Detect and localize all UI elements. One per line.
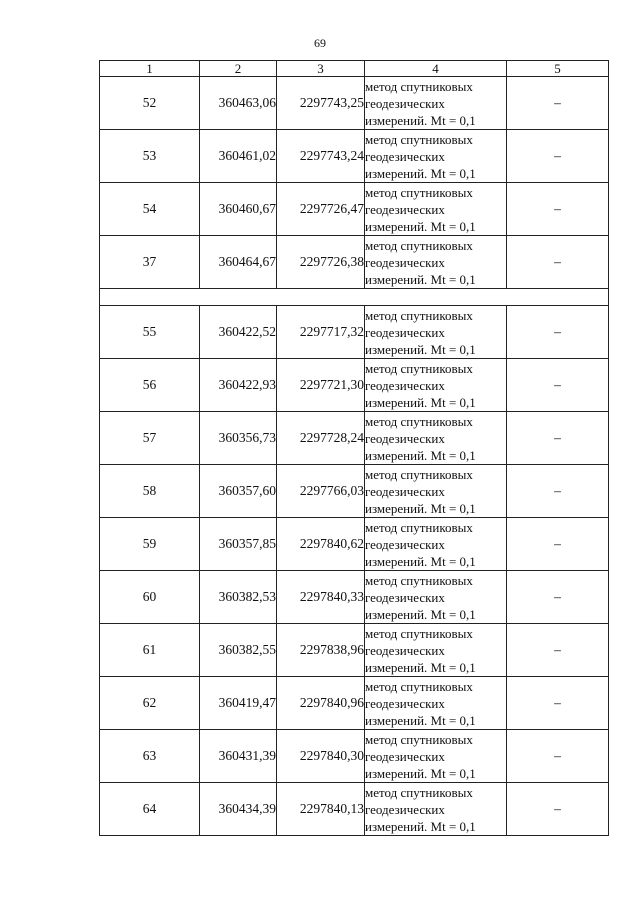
method-line: метод спутниковых [365,572,473,588]
x-coordinate-cell: 360382,53 [200,571,277,624]
table-row [100,783,609,836]
method-cell [365,412,507,465]
x-coordinate-cell: 360461,02 [200,130,277,183]
method-cell [365,130,507,183]
point-number-cell: 62 [100,677,200,730]
y-coordinate-cell: 2297766,03 [277,465,365,518]
method-line: геодезических [365,324,445,340]
table-body [100,61,609,836]
method-cell [365,783,507,836]
column-header: 5 [507,61,609,77]
method-cell [365,465,507,518]
method-line: измерений. Mt = 0,1 [365,659,476,675]
point-number-cell: 54 [100,183,200,236]
method-line: измерений. Mt = 0,1 [365,712,476,728]
method-line: геодезических [365,748,445,764]
method-line: метод спутниковых [365,784,473,800]
method-cell [365,77,507,130]
table-row [100,571,609,624]
method-line: измерений. Mt = 0,1 [365,553,476,569]
method-line: геодезических [365,148,445,164]
method-line: измерений. Mt = 0,1 [365,765,476,781]
y-coordinate-cell: 2297717,32 [277,306,365,359]
point-number-cell: 60 [100,571,200,624]
note-cell: – [507,236,609,289]
x-coordinate-cell: 360463,06 [200,77,277,130]
note-cell: – [507,306,609,359]
table-row [100,465,609,518]
y-coordinate-cell: 2297840,30 [277,730,365,783]
note-cell: – [507,730,609,783]
x-coordinate-cell: 360356,73 [200,412,277,465]
y-coordinate-cell: 2297743,25 [277,77,365,130]
y-coordinate-cell: 2297726,38 [277,236,365,289]
table-row [100,518,609,571]
method-cell [365,730,507,783]
method-cell [365,183,507,236]
method-line: метод спутниковых [365,184,473,200]
point-number-cell: 37 [100,236,200,289]
y-coordinate-cell: 2297840,96 [277,677,365,730]
table-row [100,183,609,236]
note-cell: – [507,783,609,836]
note-cell: – [507,77,609,130]
method-line: измерений. Mt = 0,1 [365,818,476,834]
point-number-cell: 52 [100,77,200,130]
x-coordinate-cell: 360431,39 [200,730,277,783]
method-cell [365,571,507,624]
note-cell: – [507,359,609,412]
y-coordinate-cell: 2297728,24 [277,412,365,465]
method-line: метод спутниковых [365,131,473,147]
method-line: геодезических [365,589,445,605]
note-cell: – [507,624,609,677]
note-cell: – [507,412,609,465]
method-cell [365,359,507,412]
method-cell [365,306,507,359]
method-line: метод спутниковых [365,237,473,253]
table-row [100,236,609,289]
x-coordinate-cell: 360419,47 [200,677,277,730]
method-line: измерений. Mt = 0,1 [365,500,476,516]
method-line: метод спутниковых [365,519,473,535]
method-line: измерений. Mt = 0,1 [365,165,476,181]
point-number-cell: 57 [100,412,200,465]
note-cell: – [507,518,609,571]
method-line: измерений. Mt = 0,1 [365,112,476,128]
point-number-cell: 53 [100,130,200,183]
point-number-cell: 55 [100,306,200,359]
point-number-cell: 64 [100,783,200,836]
method-cell [365,624,507,677]
method-line: метод спутниковых [365,307,473,323]
method-line: измерений. Mt = 0,1 [365,606,476,622]
table-row [100,130,609,183]
y-coordinate-cell: 2297840,13 [277,783,365,836]
point-number-cell: 63 [100,730,200,783]
x-coordinate-cell: 360422,52 [200,306,277,359]
method-line: геодезических [365,801,445,817]
table-row [100,359,609,412]
note-cell: – [507,130,609,183]
y-coordinate-cell: 2297726,47 [277,183,365,236]
method-cell [365,236,507,289]
table-row [100,412,609,465]
coordinates-table [99,60,609,836]
note-cell: – [507,465,609,518]
y-coordinate-cell: 2297840,62 [277,518,365,571]
point-number-cell: 56 [100,359,200,412]
column-header: 2 [200,61,277,77]
method-line: геодезических [365,430,445,446]
method-line: метод спутниковых [365,78,473,94]
column-header: 3 [277,61,365,77]
x-coordinate-cell: 360434,39 [200,783,277,836]
method-line: измерений. Mt = 0,1 [365,271,476,287]
y-coordinate-cell: 2297840,33 [277,571,365,624]
method-line: геодезических [365,695,445,711]
point-number-cell: 58 [100,465,200,518]
y-coordinate-cell: 2297721,30 [277,359,365,412]
method-line: метод спутниковых [365,360,473,376]
x-coordinate-cell: 360464,67 [200,236,277,289]
point-number-cell: 59 [100,518,200,571]
x-coordinate-cell: 360422,93 [200,359,277,412]
x-coordinate-cell: 360357,85 [200,518,277,571]
method-line: геодезических [365,201,445,217]
method-line: метод спутниковых [365,678,473,694]
table-header-row [100,61,609,77]
method-line: измерений. Mt = 0,1 [365,447,476,463]
method-line: измерений. Mt = 0,1 [365,394,476,410]
table-row [100,624,609,677]
y-coordinate-cell: 2297743,24 [277,130,365,183]
point-number-cell: 61 [100,624,200,677]
method-line: геодезических [365,483,445,499]
method-line: измерений. Mt = 0,1 [365,341,476,357]
y-coordinate-cell: 2297838,96 [277,624,365,677]
method-line: метод спутниковых [365,625,473,641]
column-header: 1 [100,61,200,77]
group-separator-row [100,289,609,306]
method-line: метод спутниковых [365,731,473,747]
method-line: измерений. Mt = 0,1 [365,218,476,234]
note-cell: – [507,183,609,236]
x-coordinate-cell: 360460,67 [200,183,277,236]
method-cell [365,677,507,730]
page-number: 69 [314,36,326,50]
method-line: геодезических [365,642,445,658]
column-header: 4 [365,61,507,77]
table-row [100,677,609,730]
table-row [100,77,609,130]
table-row [100,306,609,359]
table-row [100,730,609,783]
method-cell [365,518,507,571]
method-line: геодезических [365,377,445,393]
method-line: геодезических [365,95,445,111]
note-cell: – [507,571,609,624]
x-coordinate-cell: 360382,55 [200,624,277,677]
group-separator-cell [100,289,609,306]
method-line: метод спутниковых [365,413,473,429]
method-line: геодезических [365,536,445,552]
method-line: геодезических [365,254,445,270]
note-cell: – [507,677,609,730]
x-coordinate-cell: 360357,60 [200,465,277,518]
method-line: метод спутниковых [365,466,473,482]
